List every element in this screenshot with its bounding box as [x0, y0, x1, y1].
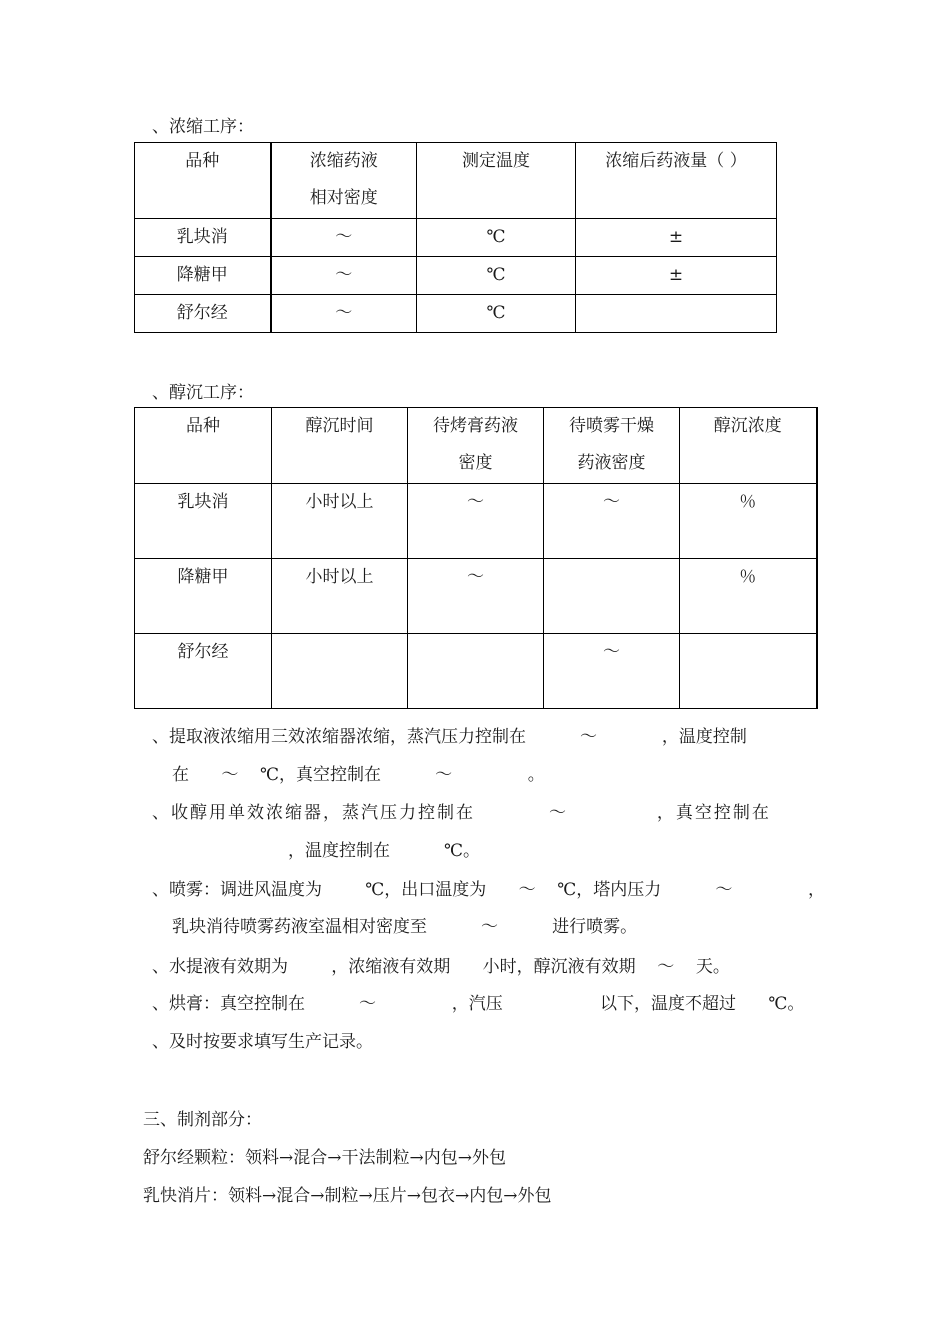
instruction-1: 、提取液浓缩用三效浓缩器浓缩，蒸汽压力控制在 ～ ，温度控制 — [152, 727, 747, 747]
section-alcohol-title: 、醇沉工序： — [152, 383, 254, 403]
cell-time: 小时以上 — [272, 559, 408, 634]
section-concentrate-title: 、浓缩工序： — [152, 117, 254, 137]
instruction-4: 、水提液有效期为 ，浓缩液有效期 小时，醇沉液有效期 ～ 天。 — [152, 957, 730, 977]
instruction-3-cont: 乳块消待喷雾药液室温相对密度至 ～ 进行喷雾。 — [172, 917, 638, 937]
cell-variety: 舒尔经 — [135, 295, 271, 333]
cell-paste-density: ～ — [408, 559, 544, 634]
table-row — [135, 634, 817, 709]
cell-temperature: ℃ — [417, 257, 576, 295]
cell-variety: 乳块消 — [135, 484, 272, 559]
header-variety: 品种 — [135, 143, 271, 219]
table-row — [135, 219, 777, 257]
process-line-2: 乳快消片：领料→混合→制粒→压片→包衣→内包→外包 — [143, 1186, 552, 1206]
cell-spray-density — [544, 559, 680, 634]
cell-spray-density: ～ — [544, 484, 680, 559]
cell-time: 小时以上 — [272, 484, 408, 559]
process-line-1: 舒尔经颗粒：领料→混合→干法制粒→内包→外包 — [143, 1148, 506, 1168]
header-temperature: 测定温度 — [417, 143, 576, 219]
instruction-5: 、烘膏：真空控制在 ～ ，汽压 以下，温度不超过 ℃。 — [152, 994, 805, 1014]
header-concentration: 醇沉浓度 — [680, 408, 817, 484]
header-time: 醇沉时间 — [272, 408, 408, 484]
header-density: 浓缩药液 相对密度 — [271, 143, 417, 219]
cell-density: ～ — [271, 295, 417, 333]
cell-density: ～ — [271, 219, 417, 257]
alcohol-table — [134, 407, 818, 709]
table-header-row — [135, 143, 777, 219]
cell-density: ～ — [271, 257, 417, 295]
table-row — [135, 257, 777, 295]
cell-concentration — [680, 634, 817, 709]
cell-temperature: ℃ — [417, 219, 576, 257]
cell-variety: 降糖甲 — [135, 257, 271, 295]
cell-concentration: ％ — [680, 484, 817, 559]
cell-spray-density: ～ — [544, 634, 680, 709]
cell-time — [272, 634, 408, 709]
cell-variety: 舒尔经 — [135, 634, 272, 709]
table-row — [135, 484, 817, 559]
cell-temperature: ℃ — [417, 295, 576, 333]
header-variety: 品种 — [135, 408, 272, 484]
table-row — [135, 559, 817, 634]
cell-volume — [576, 295, 777, 333]
cell-paste-density — [408, 634, 544, 709]
instruction-1-cont: 在 ～ ℃，真空控制在 ～ 。 — [172, 765, 545, 785]
table-header-row — [135, 408, 817, 484]
instruction-2: 、收醇用单效浓缩器，蒸汽压力控制在 ～ ，真空控制在 — [152, 803, 771, 823]
cell-variety: 乳块消 — [135, 219, 271, 257]
cell-volume: ± — [576, 257, 777, 295]
header-paste-density: 待烤膏药液 密度 — [408, 408, 544, 484]
section-preparation-title: 三、制剂部分： — [143, 1110, 262, 1130]
cell-volume: ± — [576, 219, 777, 257]
cell-paste-density: ～ — [408, 484, 544, 559]
table-row — [135, 295, 777, 333]
cell-variety: 降糖甲 — [135, 559, 272, 634]
instruction-2-cont: ，温度控制在 ℃。 — [288, 841, 481, 861]
concentrate-table — [134, 142, 777, 333]
header-volume: 浓缩后药液量（ ） — [576, 143, 777, 219]
instruction-3: 、喷雾：调进风温度为 ℃，出口温度为 ～ ℃，塔内压力 ～ ， — [152, 880, 825, 900]
instruction-6: 、及时按要求填写生产记录。 — [152, 1032, 373, 1052]
cell-concentration: ％ — [680, 559, 817, 634]
header-spray-density: 待喷雾干燥 药液密度 — [544, 408, 680, 484]
